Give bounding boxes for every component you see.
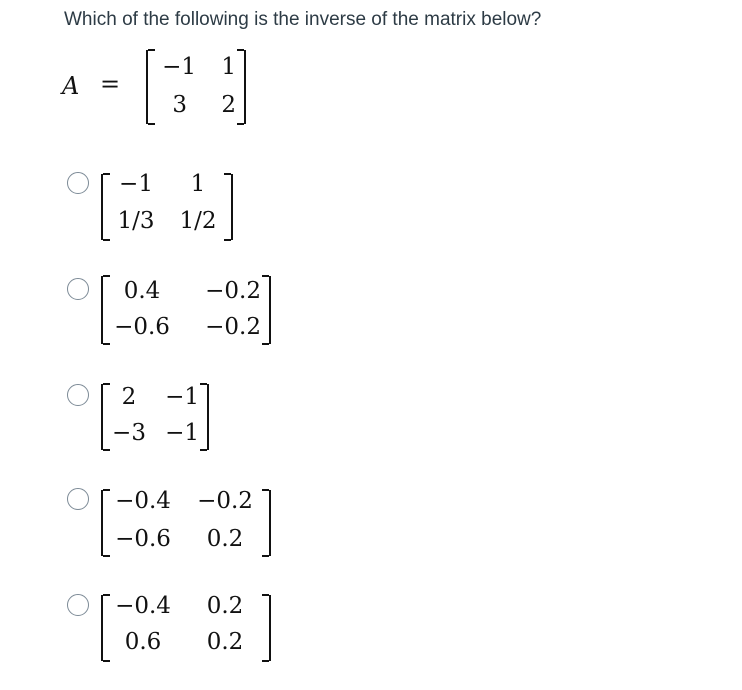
matrix-cell: 1 [221,54,236,80]
matrix-cell: −1 [165,384,199,410]
answer-option-5[interactable] [64,592,284,668]
option-matrix [101,490,271,556]
matrix-cell: 0.4 [123,278,161,304]
matrix-cell: −0.6 [114,314,170,340]
matrix-cell: −1 [165,420,199,446]
radio-circle-icon[interactable] [67,488,89,510]
matrix-variable: A [62,72,80,100]
matrix-cell: −0.6 [115,526,171,552]
answer-option-3[interactable] [64,380,264,456]
matrix-cell: 3 [172,92,187,118]
radio-circle-icon[interactable] [67,384,89,406]
matrix-cell: −0.4 [115,593,171,619]
option-matrix [101,384,209,450]
matrix-cell: 1/3 [117,208,155,234]
matrix-cell: −0.2 [205,278,261,304]
matrix-cell: 1 [190,171,206,197]
equals-sign: = [100,70,121,98]
option-matrix [101,171,233,240]
matrix-cell: 0.2 [206,629,244,655]
matrix-cell: 1/2 [179,208,217,234]
matrix-cell: −1 [119,171,153,197]
radio-circle-icon[interactable] [67,278,89,300]
given-matrix [146,50,246,124]
answer-option-1[interactable] [64,168,264,244]
matrix-cell: −0.2 [197,488,253,514]
matrix-cell: 2 [121,384,137,410]
option-matrix [101,595,271,661]
radio-circle-icon[interactable] [67,172,89,194]
matrix-cell: 0.2 [206,526,244,552]
answer-option-2[interactable] [64,274,284,350]
radio-circle-icon[interactable] [67,594,89,616]
question-text: Which of the following is the inverse of the matrix below? [64,9,542,30]
matrix-cell: 0.6 [124,629,162,655]
answer-option-4[interactable] [64,486,284,562]
matrix-cell: 2 [221,92,236,118]
matrix-cell: −0.4 [115,488,171,514]
option-matrix [101,276,271,344]
matrix-cell: −0.2 [205,314,261,340]
matrix-cell: −3 [112,420,146,446]
matrix-cell: −1 [162,54,196,80]
matrix-cell: 0.2 [206,593,244,619]
